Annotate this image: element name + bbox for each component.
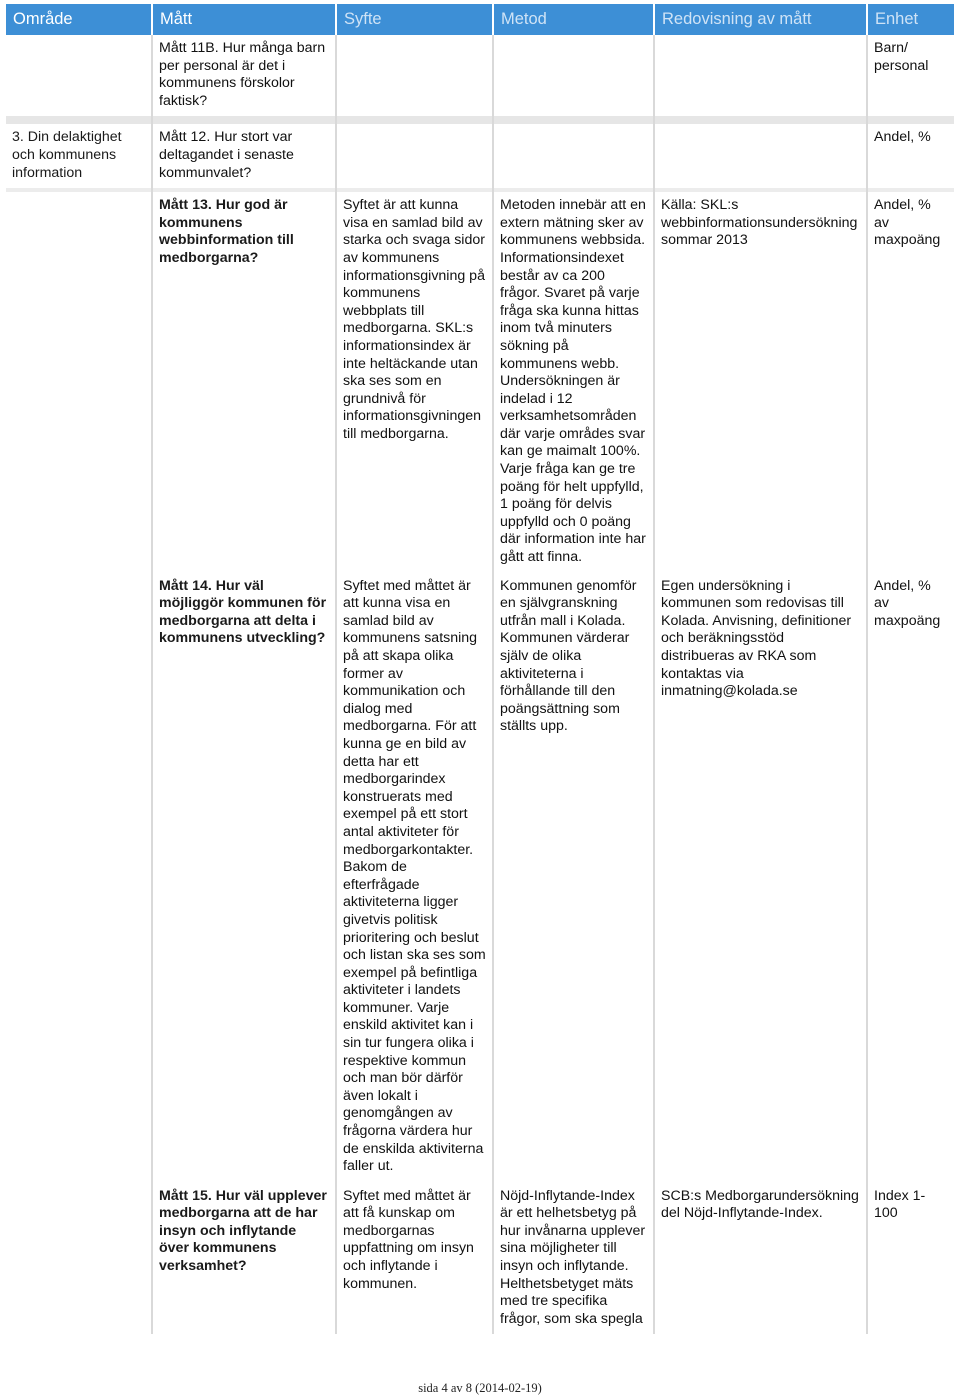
cell-purpose: Syftet är att kunna visa en samlad bild av starka och svaga sidor av kommunens informationsgivning på kommunens webbplats till medborgarna. SKL:s informationsindex är inte heltäckande utan ska ses som en grundnivå för informationsgivningen till medborgarna. bbox=[336, 192, 493, 572]
cell-area: 3. Din delaktighet och kommunens information bbox=[6, 124, 152, 188]
measures-table bbox=[6, 4, 954, 1334]
table-row bbox=[6, 192, 954, 572]
table-row bbox=[6, 124, 954, 188]
cell-purpose: Syftet med måttet är att få kunskap om medborgarnas uppfattning om insyn och inflytande i kommunen. bbox=[336, 1183, 493, 1335]
cell-reporting bbox=[654, 124, 867, 188]
cell-unit: Andel, % av maxpoäng bbox=[874, 577, 941, 629]
header-purpose: Syfte bbox=[336, 4, 493, 35]
cell-unit: Andel, % bbox=[874, 129, 931, 146]
cell-reporting: Egen undersökning i kommunen som redovisas till Kolada. Anvisning, definitioner och beräkningsstöd distribueras av RKA som kontaktas via inmatning@kolada.se bbox=[654, 573, 867, 1183]
table-row bbox=[6, 35, 954, 116]
cell-method: Nöjd-Inflytande-Index är ett helhetsbetyg på hur invånarna upplever sina möjligheter till insyn och inflytande. Helthetsbetyget mäts med tre specifika frågor, som ska spegla bbox=[493, 1183, 654, 1335]
cell-reporting bbox=[654, 35, 867, 116]
cell-area bbox=[6, 573, 152, 1183]
cell-measure: Mått 12. Hur stort var deltagandet i senaste kommunvalet? bbox=[152, 124, 336, 188]
header-area: Område bbox=[6, 4, 152, 35]
cell-unit: Andel, % av maxpoäng bbox=[874, 197, 941, 249]
cell-measure: Mått 14. Hur väl möjliggör kommunen för medborgarna att delta i kommunens utveckling? bbox=[152, 573, 336, 1183]
cell-unit: Barn/ personal bbox=[874, 40, 929, 74]
cell-method: Kommunen genomför en självgranskning utfrån mall i Kolada. Kommunen värderar själv de olika aktiviteterna i förhållande till den poängsättning som ställts upp. bbox=[493, 573, 654, 1183]
cell-purpose: Syftet med måttet är att kunna visa en samlad bild av kommunens satsning på att skapa olika former av kommunikation och dialog med medborgarna. För att kunna ge en bild av detta har ett medborgarindex konstruerats med exempel på ett stort antal aktiviteter för medborgarkontakter. Bakom de efterfrågade aktiviteterna ligger givetvis politisk prioritering och beslut och listan ska ses som exempel på befintliga aktiviteter i landets kommuner. Varje enskild aktivitet kan i sin tur fungera olika i respektive kommun och man bör därför även lokalt i genomgången av frågorna värdera hur de enskilda aktiviterna faller ut. bbox=[336, 573, 493, 1183]
cell-method bbox=[493, 35, 654, 116]
table-header-row bbox=[6, 4, 954, 35]
header-unit: Enhet bbox=[867, 4, 954, 35]
measures-page bbox=[6, 4, 954, 1334]
cell-area bbox=[6, 192, 152, 572]
cell-purpose bbox=[336, 124, 493, 188]
table-row bbox=[6, 573, 954, 1183]
cell-area bbox=[6, 1183, 152, 1335]
cell-measure: Mått 11B. Hur många barn per personal är det i kommunens förskolor faktisk? bbox=[152, 35, 336, 116]
cell-measure: Mått 13. Hur god är kommunens webbinformation till medborgarna? bbox=[152, 192, 336, 572]
header-measure: Mått bbox=[152, 4, 336, 35]
cell-unit: Index 1-100 bbox=[874, 1187, 926, 1222]
cell-purpose bbox=[336, 35, 493, 116]
cell-measure: Mått 15. Hur väl upplever medborgarna att de har insyn och inflytande över kommunens verksamhet? bbox=[152, 1183, 336, 1335]
row-separator bbox=[6, 116, 954, 124]
header-reporting: Redovisning av mått bbox=[654, 4, 867, 35]
header-method: Metod bbox=[493, 4, 654, 35]
cell-method: Metoden innebär att en extern mätning sker av kommunens webbsida. Informationsindexet består av ca 200 frågor. Svaret på varje fråga ska kunna hittas inom två minuters sökning på kommunens webb. Undersökningen är indelad i 12 verksamhetsområden där varje områdes svar kan ge maimalt 100%. Varje fråga kan ge tre poäng för helt uppfylld, 1 poäng för delvis uppfylld och 0 poäng där information inte har gått att finna. bbox=[493, 192, 654, 572]
table-row bbox=[6, 1183, 954, 1335]
cell-method bbox=[493, 124, 654, 188]
cell-area bbox=[6, 35, 152, 116]
cell-reporting: SCB:s Medborgarundersökning del Nöjd-Inflytande-Index. bbox=[654, 1183, 867, 1335]
page-footer: sida 4 av 8 (2014-02-19) bbox=[418, 1381, 542, 1395]
cell-reporting: Källa: SKL:s webbinformationsundersökning sommar 2013 bbox=[654, 192, 867, 572]
